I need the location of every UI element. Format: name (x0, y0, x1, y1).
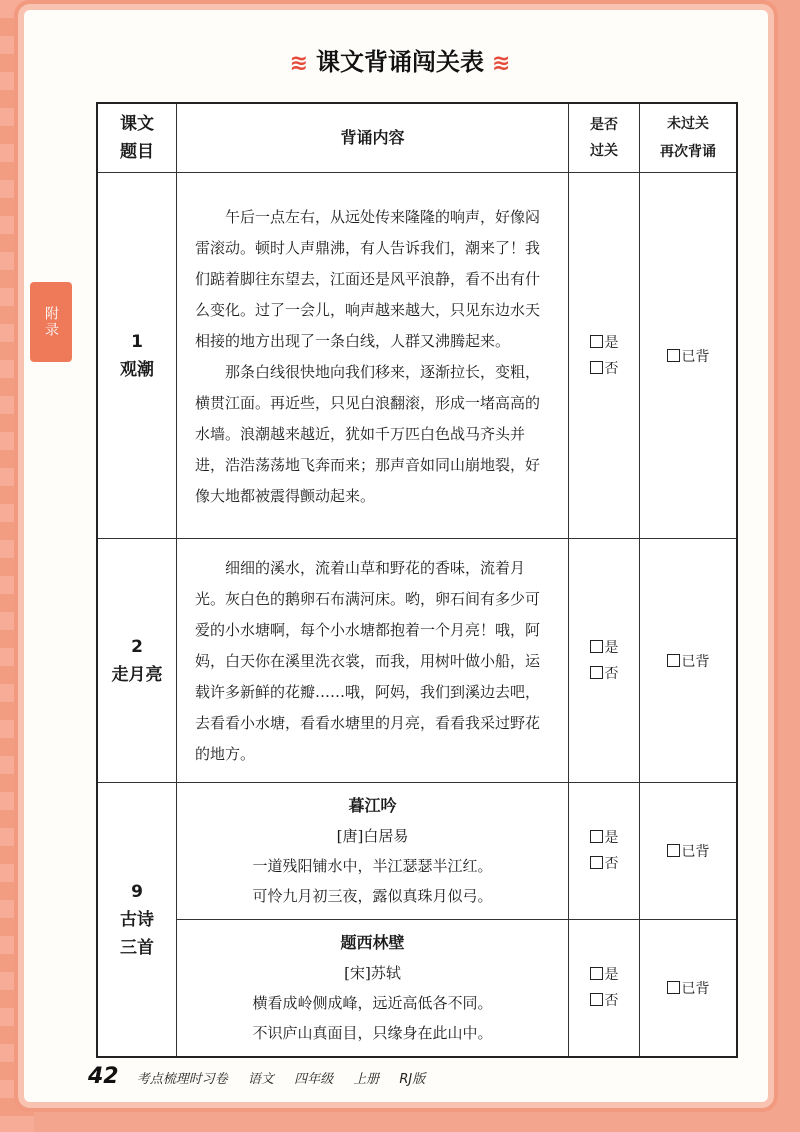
poem-line: 横看成岭侧成峰，远近高低各不同。 (252, 994, 493, 1012)
table-row (97, 920, 737, 1058)
poem-title: 题西林壁 (340, 933, 405, 952)
appendix-tab[interactable]: 附录 (30, 282, 72, 362)
table-row (97, 173, 737, 539)
checkbox-no[interactable]: 否 (590, 856, 619, 872)
retry-cell (640, 920, 738, 1058)
poem-title: 暮江吟 (348, 796, 397, 815)
wave-deco-icon: ≋ (289, 51, 308, 76)
checkbox-recited[interactable]: 已背 (667, 844, 710, 860)
recite-content (177, 539, 569, 783)
recite-content (177, 173, 569, 539)
recitation-table (96, 102, 738, 1058)
edition: RJ版 (399, 1072, 426, 1087)
checkbox-recited[interactable]: 已背 (667, 654, 710, 670)
header-content: 背诵内容 (177, 103, 569, 173)
paragraph: 那条白线很快地向我们移来，逐渐拉长，变粗，横贯江面。再近些，只见白浪翻滚，形成一堵高高的水墙。浪潮越来越近，犹如千万匹白色战马齐头并进，浩浩荡荡地飞奔而来；那声音如同山崩地裂，好像大地都被震得颤动起来。 (195, 362, 541, 505)
pass-options (569, 783, 640, 920)
checkbox-no[interactable]: 否 (590, 666, 619, 682)
poem-line: 不识庐山真面目，只缘身在此山中。 (252, 1024, 493, 1042)
poem-line: 一道残阳铺水中，半江瑟瑟半江红。 (252, 857, 493, 875)
checkbox-yes[interactable]: 是 (590, 830, 619, 846)
retry-cell (640, 173, 738, 539)
subject: 语文 (247, 1072, 274, 1087)
checkbox-yes[interactable]: 是 (590, 640, 619, 656)
poem-author: [唐]白居易 (336, 827, 409, 845)
pass-options (569, 539, 640, 783)
checkbox-yes[interactable]: 是 (590, 967, 619, 983)
header-retry: 未过关 再次背诵 (640, 103, 738, 173)
poem-author: [宋]苏轼 (344, 964, 401, 982)
poem-block (177, 783, 569, 920)
checkbox-yes[interactable]: 是 (590, 335, 619, 351)
volume: 上册 (353, 1072, 380, 1087)
header-pass: 是否 过关 (569, 103, 640, 173)
grade: 四年级 (294, 1072, 334, 1087)
page-title (0, 42, 800, 77)
checkbox-recited[interactable]: 已背 (667, 349, 710, 365)
table-row (97, 783, 737, 920)
poem-line: 可怜九月初三夜，露似真珠月似弓。 (252, 887, 493, 905)
paragraph: 细细的溪水，流着山草和野花的香味，流着月光。灰白色的鹅卵石布满河床。哟，卵石间有多少可爱的小水塘啊，每个小水塘都抱着一个月亮！哦，阿妈，白天你在溪里洗衣裳，而我，用树叶做小船，运载许多新鲜的花瓣……哦，阿妈，我们到溪边去吧，去看看小水塘，看看水塘里的月亮，看看我采过野花的地方。 (195, 559, 541, 763)
pass-options (569, 173, 640, 539)
table-row (97, 539, 737, 783)
checkbox-no[interactable]: 否 (590, 993, 619, 1009)
pass-options (569, 920, 640, 1058)
poem-block (177, 920, 569, 1058)
lesson-title: 9 古诗 三首 (97, 783, 177, 1058)
header-title: 课文 题目 (97, 103, 177, 173)
book-name: 考点梳理时习卷 (136, 1072, 228, 1087)
lesson-title: 2 走月亮 (97, 539, 177, 783)
retry-cell (640, 539, 738, 783)
checkbox-recited[interactable]: 已背 (667, 981, 710, 997)
page-number: 42 (88, 1064, 119, 1089)
page-footer (88, 1064, 441, 1089)
lesson-title: 1 观潮 (97, 173, 177, 539)
table-header-row (97, 103, 737, 173)
wave-deco-icon: ≋ (492, 51, 511, 76)
retry-cell (640, 783, 738, 920)
page-title-text: 课文背诵闯关表 (316, 48, 484, 76)
checkbox-no[interactable]: 否 (590, 361, 619, 377)
paragraph: 午后一点左右，从远处传来隆隆的响声，好像闷雷滚动。顿时人声鼎沸，有人告诉我们，潮来了！我们踮着脚往东望去，江面还是风平浪静，看不出有什么变化。过了一会儿，响声越来越大，只见东边水天相接的地方出现了一条白线，人群又沸腾起来。 (195, 207, 541, 350)
